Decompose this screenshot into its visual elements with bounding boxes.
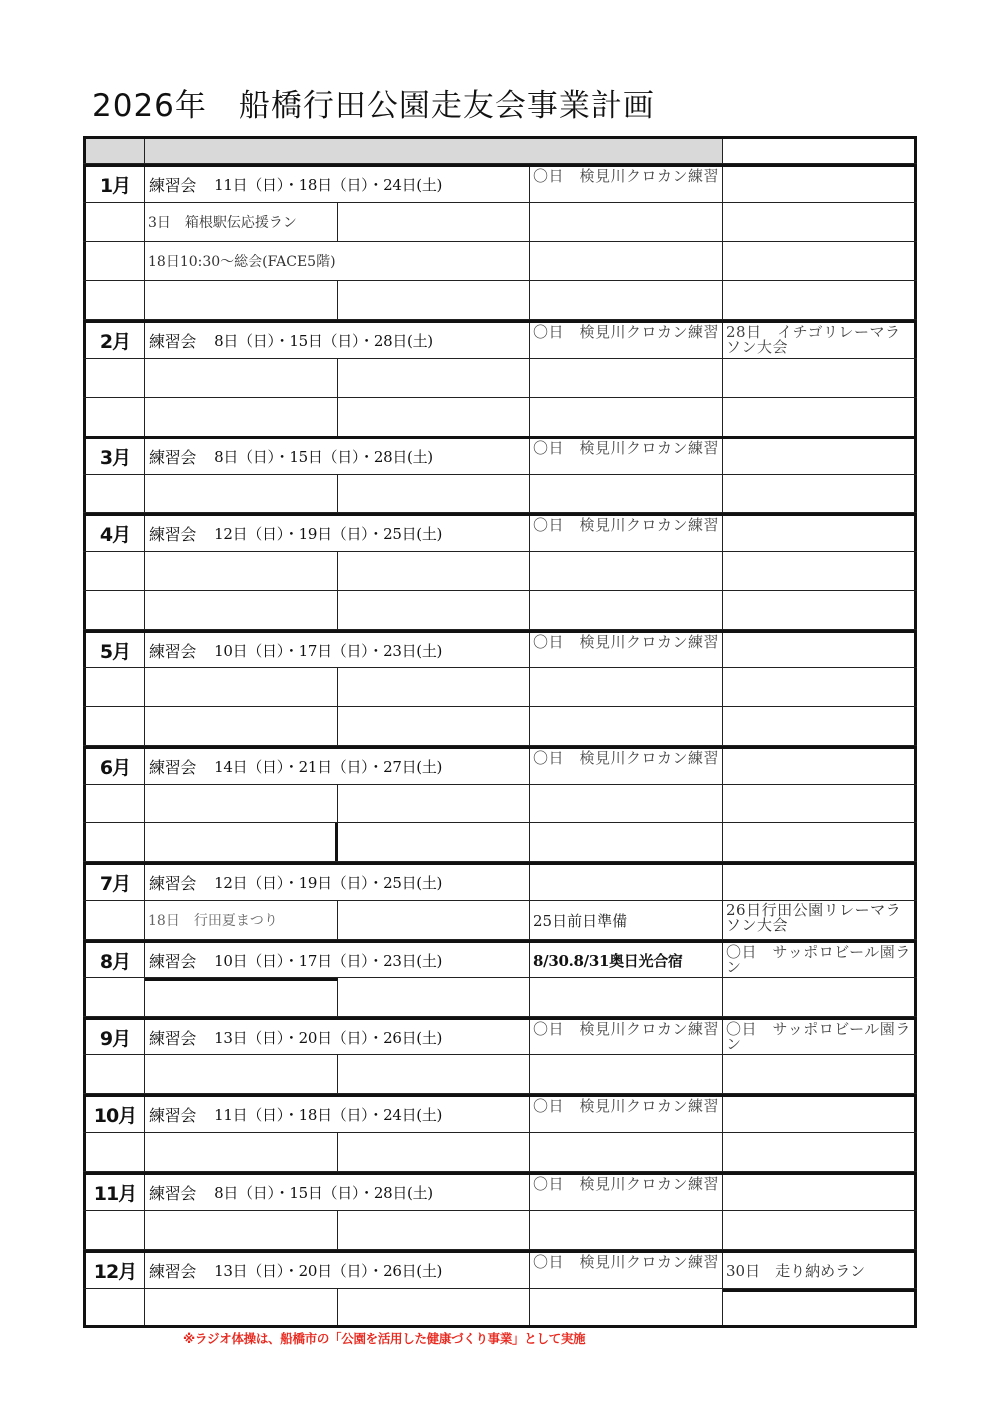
month-row-mar	[83, 436, 917, 475]
table-row	[83, 668, 917, 707]
event-cell	[530, 865, 723, 900]
practice-dates: 13日（日）・20日（日）・26日(土)	[214, 1028, 443, 1047]
event-cell	[530, 668, 723, 706]
practice-dates: 13日（日）・20日（日）・26日(土)	[214, 1262, 443, 1280]
event-cell-right: 30日 走り納めラン	[723, 1253, 917, 1288]
event-cell-right: 〇日 サッポロビール園ラン	[723, 1020, 917, 1054]
month-cell-empty	[83, 785, 145, 822]
practice-dates: 12日（日）・19日（日）・25日(土)	[214, 525, 443, 543]
event-cell-right	[723, 475, 917, 512]
month-label: 1月	[83, 167, 145, 202]
note-cell	[145, 591, 338, 629]
practice-label: 練習会	[149, 1028, 197, 1048]
event-cell: 〇日 検見川クロカン練習	[530, 749, 723, 784]
practice-dates: 11日（日）・18日（日）・24日(土)	[214, 1106, 443, 1124]
note-cell	[145, 1211, 338, 1249]
note-cell	[338, 785, 530, 822]
event-cell: 8/30.8/31奥日光合宿	[530, 943, 723, 977]
table-row	[83, 1289, 917, 1328]
event-cell	[530, 203, 723, 241]
month-cell-empty	[83, 1211, 145, 1249]
practice-cell	[145, 516, 530, 551]
note-cell	[338, 281, 530, 319]
month-cell-empty	[83, 281, 145, 319]
event-cell-right	[723, 749, 917, 784]
practice-label: 練習会	[149, 951, 197, 971]
month-label: 12月	[83, 1253, 145, 1288]
table-row	[83, 823, 917, 862]
table-row	[83, 901, 917, 940]
month-cell-empty	[83, 1133, 145, 1171]
practice-label: 練習会	[149, 1184, 197, 1203]
practice-cell	[145, 1097, 530, 1132]
note-cell	[145, 1055, 338, 1093]
practice-cell	[145, 323, 530, 358]
event-cell	[530, 552, 723, 590]
month-label: 11月	[83, 1175, 145, 1210]
practice-label: 練習会	[149, 176, 197, 195]
event-cell	[530, 591, 723, 629]
month-row-apr	[83, 513, 917, 552]
event-cell: 25日前日準備	[530, 901, 723, 939]
event-cell-right	[723, 1055, 917, 1093]
month-cell-empty	[83, 668, 145, 706]
practice-label: 練習会	[149, 1106, 197, 1125]
event-cell-right	[723, 823, 917, 861]
table-row	[83, 978, 917, 1017]
month-cell-empty	[83, 591, 145, 629]
month-cell-empty	[83, 242, 145, 280]
header-month-cell	[83, 139, 145, 163]
month-label: 4月	[83, 516, 145, 551]
table-row	[83, 707, 917, 746]
note-cell	[338, 978, 530, 1016]
practice-dates: 10日（日）・17日（日）・23日(土)	[214, 641, 443, 660]
event-cell	[530, 707, 723, 745]
event-cell	[530, 281, 723, 319]
practice-dates: 8日（日）・15日（日）・28日(土)	[214, 448, 433, 466]
month-cell-empty	[83, 552, 145, 590]
event-cell	[530, 398, 723, 436]
event-cell: 〇日 検見川クロカン練習	[530, 439, 723, 474]
month-cell-empty	[83, 901, 145, 939]
month-row-nov	[83, 1172, 917, 1211]
event-cell: 〇日 検見川クロカン練習	[530, 323, 723, 358]
event-cell	[530, 785, 723, 822]
note-cell	[338, 475, 530, 512]
note-cell	[145, 475, 338, 512]
practice-label: 練習会	[149, 874, 197, 893]
event-cell-right	[723, 1289, 917, 1325]
note-cell	[338, 359, 530, 397]
event-cell-right	[723, 516, 917, 551]
event-cell-right	[723, 591, 917, 629]
month-label: 6月	[83, 749, 145, 784]
practice-cell	[145, 1175, 530, 1210]
practice-dates: 10日（日）・17日（日）・23日(土)	[214, 951, 443, 970]
month-label: 5月	[83, 633, 145, 667]
practice-cell	[145, 1020, 530, 1054]
footnote: ※ラジオ体操は、船橋市の「公園を活用した健康づくり事業」として実施	[183, 1331, 586, 1346]
event-cell-right	[723, 398, 917, 436]
note-cell	[338, 823, 530, 861]
note-cell: 18日 行田夏まつり	[145, 901, 338, 939]
note-cell	[145, 823, 338, 861]
practice-cell	[145, 167, 530, 202]
month-row-may	[83, 630, 917, 668]
month-label: 2月	[83, 323, 145, 358]
event-cell	[530, 242, 723, 280]
practice-cell	[145, 943, 530, 977]
table-row	[83, 1211, 917, 1250]
event-cell: 〇日 検見川クロカン練習	[530, 167, 723, 202]
practice-dates: 12日（日）・19日（日）・25日(土)	[214, 874, 443, 892]
event-cell: 〇日 検見川クロカン練習	[530, 633, 723, 667]
schedule-table	[83, 136, 917, 1328]
event-cell-right	[723, 359, 917, 397]
event-cell	[530, 475, 723, 512]
note-cell	[145, 785, 338, 822]
practice-cell	[145, 749, 530, 784]
header-gray-cell	[145, 139, 723, 163]
month-cell-empty	[83, 823, 145, 861]
month-row-feb	[83, 320, 917, 359]
event-cell: 〇日 検見川クロカン練習	[530, 1253, 723, 1288]
month-row-sep	[83, 1017, 917, 1055]
note-cell	[338, 901, 530, 939]
month-cell-empty	[83, 707, 145, 745]
table-row	[83, 359, 917, 398]
month-label: 9月	[83, 1020, 145, 1054]
table-row	[83, 552, 917, 591]
event-cell	[530, 823, 723, 861]
month-cell-empty	[83, 359, 145, 397]
table-row	[83, 242, 917, 281]
event-cell-right: 26日行田公園リレーマラソン大会	[723, 901, 917, 939]
event-cell	[530, 1133, 723, 1171]
event-cell-right	[723, 439, 917, 474]
header-col4-cell	[723, 139, 917, 163]
table-row	[83, 398, 917, 437]
note-cell	[145, 398, 338, 436]
note-cell	[145, 1289, 338, 1325]
table-row	[83, 1055, 917, 1094]
note-cell	[145, 707, 338, 745]
event-cell-right	[723, 1133, 917, 1171]
month-row-jan	[83, 164, 917, 203]
event-cell-right	[723, 668, 917, 706]
table-row	[83, 785, 917, 823]
table-row	[83, 591, 917, 630]
event-cell-right	[723, 167, 917, 202]
table-row	[83, 281, 917, 320]
table-row	[83, 475, 917, 513]
note-cell	[145, 359, 338, 397]
practice-label: 練習会	[149, 1262, 197, 1281]
month-cell-empty	[83, 1289, 145, 1325]
month-cell-empty	[83, 978, 145, 1016]
note-cell	[338, 707, 530, 745]
practice-label: 練習会	[149, 641, 197, 661]
page-title: 2026年 船橋行田公園走友会事業計画	[92, 88, 655, 124]
note-cell	[338, 1211, 530, 1249]
event-cell-right	[723, 633, 917, 667]
practice-label: 練習会	[149, 448, 197, 467]
event-cell: 〇日 検見川クロカン練習	[530, 1020, 723, 1054]
event-cell-right	[723, 978, 917, 1016]
note-cell	[338, 203, 530, 241]
event-cell-right	[723, 707, 917, 745]
note-cell: 18日10:30～総会(FACE5階)	[145, 242, 530, 280]
event-cell-right	[723, 203, 917, 241]
practice-cell	[145, 865, 530, 900]
practice-label: 練習会	[149, 332, 197, 351]
note-cell	[145, 552, 338, 590]
event-cell: 〇日 検見川クロカン練習	[530, 1175, 723, 1210]
event-cell-right	[723, 1097, 917, 1132]
event-cell	[530, 1289, 723, 1325]
month-cell-empty	[83, 1055, 145, 1093]
note-cell	[145, 978, 338, 1016]
practice-dates: 11日（日）・18日（日）・24日(土)	[214, 176, 443, 194]
event-cell	[530, 1211, 723, 1249]
event-cell-right: 〇日 サッポロビール園ラン	[723, 943, 917, 977]
note-cell	[145, 668, 338, 706]
month-label: 10月	[83, 1097, 145, 1132]
table-row	[83, 203, 917, 242]
note-cell	[338, 1055, 530, 1093]
practice-label: 練習会	[149, 525, 197, 544]
event-cell	[530, 1055, 723, 1093]
event-cell: 〇日 検見川クロカン練習	[530, 1097, 723, 1132]
practice-label: 練習会	[149, 758, 197, 777]
event-cell-right	[723, 281, 917, 319]
event-cell-right	[723, 865, 917, 900]
month-row-jun	[83, 746, 917, 785]
event-cell: 〇日 検見川クロカン練習	[530, 516, 723, 551]
practice-cell	[145, 1253, 530, 1288]
month-cell-empty	[83, 398, 145, 436]
note-cell	[145, 281, 338, 319]
practice-cell	[145, 439, 530, 474]
event-cell-right	[723, 1175, 917, 1210]
note-cell	[338, 552, 530, 590]
event-cell-right: 28日 イチゴリレーマラソン大会	[723, 323, 917, 358]
month-label: 3月	[83, 439, 145, 474]
month-label: 8月	[83, 943, 145, 977]
note-cell	[338, 591, 530, 629]
note-cell	[145, 1133, 338, 1171]
table-header-row	[83, 136, 917, 164]
event-cell	[530, 978, 723, 1016]
note-cell	[338, 668, 530, 706]
month-row-oct	[83, 1094, 917, 1133]
month-row-jul	[83, 862, 917, 901]
month-row-dec	[83, 1250, 917, 1289]
event-cell-right	[723, 1211, 917, 1249]
practice-dates: 8日（日）・15日（日）・28日(土)	[214, 332, 433, 350]
month-cell-empty	[83, 203, 145, 241]
practice-dates: 14日（日）・21日（日）・27日(土)	[214, 758, 443, 776]
event-cell-right	[723, 785, 917, 822]
practice-cell	[145, 633, 530, 667]
note-cell: 3日 箱根駅伝応援ラン	[145, 203, 338, 241]
month-label: 7月	[83, 865, 145, 900]
table-row	[83, 1133, 917, 1172]
month-cell-empty	[83, 475, 145, 512]
event-cell	[530, 359, 723, 397]
note-cell	[338, 1133, 530, 1171]
practice-dates: 8日（日）・15日（日）・28日(土)	[214, 1184, 433, 1202]
note-cell	[338, 398, 530, 436]
event-cell-right	[723, 552, 917, 590]
month-row-aug	[83, 940, 917, 978]
event-cell-right	[723, 242, 917, 280]
note-cell	[338, 1289, 530, 1325]
